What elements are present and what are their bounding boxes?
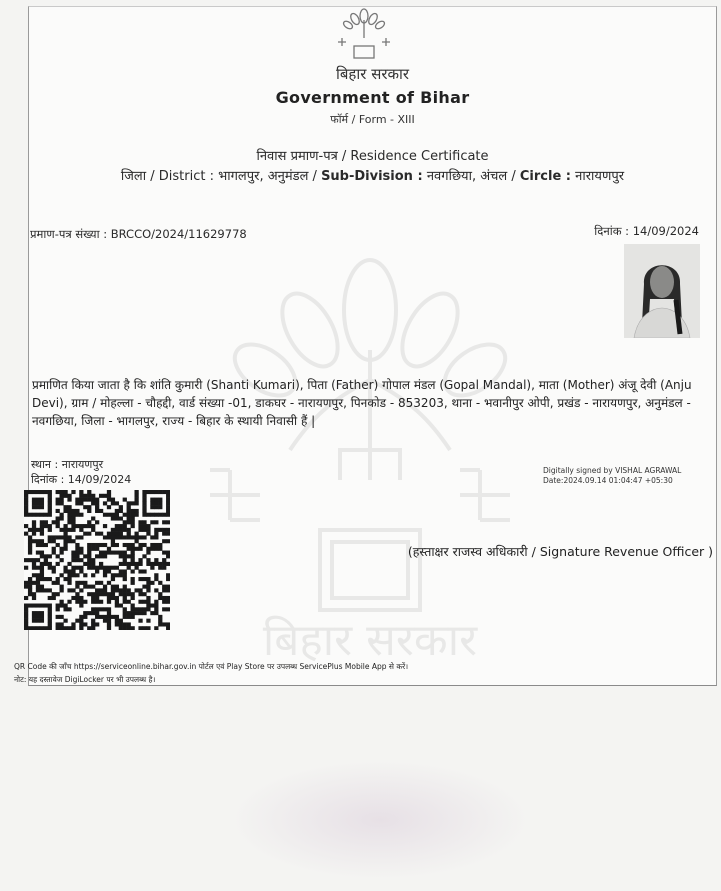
certificate-number: प्रमाण-पत्र संख्या : BRCCO/2024/11629778 <box>30 227 247 241</box>
signature-label: (हस्ताक्षर राजस्व अधिकारी / Signature Revenue Officer ) <box>407 544 713 559</box>
place-date-block <box>31 457 131 487</box>
district-label: जिला / District : <box>120 169 214 184</box>
watermark-emblem-icon <box>200 250 540 670</box>
hindi-heading: बिहार सरकार <box>335 65 410 83</box>
issue-date: दिनांक : 14/09/2024 <box>594 224 699 238</box>
digital-signer: Digitally signed by VISHAL AGRAWAL <box>543 466 682 475</box>
certificate-statement: प्रमाणित किया जाता है कि शांति कुमारी (Shanti Kumari), पिता (Father) गोपाल मंडल (Gopal Mandal), माता (Mother) अंजू देवी (Anju Devi), ग्राम / मोहल्ला - चौहद्दी, वार्ड संख्या -01, डाकघर - नारायणपुर, पिनकोड - 853203, थाना - भवानीपुर ओपी, प्रखंड - नारायणपुर, अनुमंडल - नवगछिया, जिला - भागलपुर, राज्य - बिहार के स्थायी निवासी हैं | <box>32 378 692 428</box>
certificate-type: निवास प्रमाण-पत्र / Residence Certificate <box>256 149 489 164</box>
page-title: Government of Bihar <box>275 88 470 107</box>
place-text: स्थान : नारायणपुर <box>31 458 104 471</box>
paper-stain <box>230 760 530 880</box>
qr-verification-note: QR Code की जाँच https://serviceonline.bihar.gov.in पोर्टल एवं Play Store पर उपलब्ध ServicePlus Mobile App से करें। <box>14 662 409 671</box>
subdivision-value: नवगछिया, अंचल / <box>426 169 516 184</box>
bihar-emblem-icon <box>336 8 392 60</box>
digilocker-note: नोट: यह दस्तावेज DigiLocker पर भी उपलब्ध है। <box>14 675 156 684</box>
footer-date: दिनांक : 14/09/2024 <box>31 473 132 486</box>
qr-code-icon[interactable] <box>24 490 170 630</box>
subdivision-label: Sub-Division : <box>321 169 423 184</box>
digital-signature-block <box>543 466 681 486</box>
svg-text:बिहार सरकार: बिहार सरकार <box>262 615 478 666</box>
applicant-photo <box>624 244 700 338</box>
circle-label: Circle : <box>519 169 572 184</box>
form-number: फॉर्म / Form - XIII <box>330 113 415 126</box>
circle-value: नारायणपुर <box>575 169 625 184</box>
district-value: भागलपुर, अनुमंडल / <box>218 169 317 184</box>
digital-sign-date: Date:2024.09.14 01:04:47 +05:30 <box>543 476 673 485</box>
jurisdiction-line <box>28 166 717 184</box>
footer-notes <box>14 660 408 686</box>
